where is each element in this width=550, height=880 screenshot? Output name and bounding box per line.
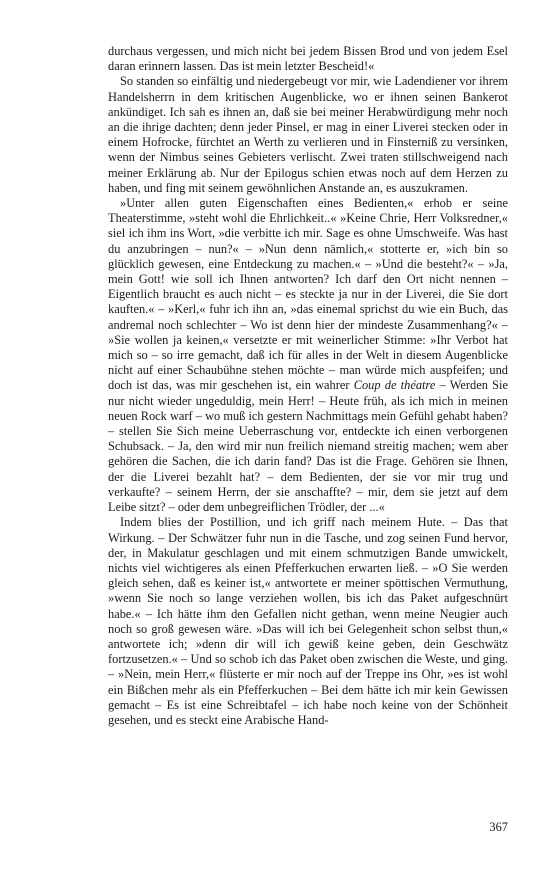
paragraph-3-italic-phrase: Coup de théatre [353,378,436,393]
paragraph-3-text-a: »Unter allen guten Eigenschaften eines Bedienten,« erhob er seine Theaterstimme, »steht wohl die Ehrlichkeit..« »Keine Chrie, Herr Volksredner,« siel ich ihm ins Wort, »die verbitte ich mir. Sage es ohne Umschweife. Was hast du anzubringen – nun?« – »Nun denn nämlich,« stotterte er, »ich bin so glücklich gewesen, eine Entdeckung zu machen.« – »Und die besteht?« – »Ja, mein Gott! wie soll ich Ihnen antworten? Ich darf den Ort nicht nennen – Eigentlich braucht es auch nicht – es steckte ja nur in der Liverei, die Sie dort kauften.« – »Kerl,« fuhr ich ihn an, »das einemal sprichst du wie ein Buch, das andremal noch schlechter – Wo ist denn hier der mindeste Zusammenhang?« – »Sie wollen ja keinen,« versetzte er mit weinerlicher Stimme: »Ihr Verbot hat mich so – so irre gemacht, daß ich für alles in der Welt in diesem Augenblicke nicht auf einer Schaubühne stehen möchte – man würde mich auspfeifen; und doch ist das, was mir geschehen ist, ein wahrer [108,196,508,393]
page-number: 367 [489,820,508,834]
paragraph-2 [108,74,508,196]
paragraph-2-text: So standen so einfältig und niedergebeugt vor mir, wie Ladendiener vor ihrem Handelsherrn in dem kritischen Augenblicke, wo er ihnen seinen Bankerot ankündiget. Ich sah es ihnen an, daß sie bei meiner Herabwürdigung mehr noch an die ihrige dachten; denn jeder Pinsel, er mag in einer Liverei stecken oder in einem Hofrocke, fürchtet an Werth zu verlieren und in Finsterniß zu versinken, wenn der Nimbus seines Gebieters verlischt. Zwei traten stillschweigend nach meiner Erklärung ab. Nur der Epilogus schien etwas noch auf dem Herzen zu haben, und fing mit seinem gewöhnlichen Anstande an, es auszukramen. [108,74,508,195]
paragraph-1 [108,44,508,74]
page-body-text [108,44,508,728]
paragraph-3-text-b: – Werden Sie nur nicht wieder ungeduldig, mein Herr! – Heute früh, als ich mich in meinen neuen Rock warf – wo muß ich gestern Nachmittags mein Gefühl gehabt haben? – stellen Sie Sich meine Ueberraschung vor, entdeckte ich einen verborgenen Schubsack. – Ja, den wird mir nun freilich niemand streitig machen; wem aber gehören die Sachen, die ich darin fand? Das ist die Frage. Gehören sie Ihnen, der die Liverei bezahlt hat? – dem Bedienten, der sie vor mir trug und verkaufte? – seinem Herrn, der sie anschaffte? – mir, dem sie jetzt auf dem Leibe sitzt? – oder dem unbegreiflichen Trödler, der ...« [108,378,508,515]
paragraph-4 [108,515,508,728]
paragraph-1-text: durchaus vergessen, und mich nicht bei jedem Bissen Brod und von jedem Esel daran erinnern lassen. Das ist mein letzter Bescheid!« [108,44,508,74]
paragraph-3 [108,196,508,515]
paragraph-4-text: Indem blies der Postillion, und ich griff nach meinem Hute. – Das that Wirkung. – Der Schwätzer fuhr nun in die Tasche, und zog seinen Fund hervor, der, in Makulatur geschlagen und mit einem schmutzigen Bande umwickelt, nichts viel wichtigeres als einen Pfefferkuchen erwarten ließ. – »O Sie werden gleich sehen, daß es keiner ist,« antwortete er meiner spöttischen Vermuthung, »wenn Sie noch so lange verziehen wollen, bis ich das Paket aufgeschnürt habe.« – Ich hätte ihm den Gefallen nicht gethan, wenn meine Neugier auch noch so groß gewesen wäre. »Das will ich bei Gelegenheit schon selbst thun,« antwortete ich; »denn dir will ich gewiß keine geben, dein Geschwätz fortzusetzen.« – Und so schob ich das Paket oben zwischen die Weste, und ging. – »Nein, mein Herr,« flüsterte er mir noch auf der Treppe ins Ohr, »es ist wohl ein Bißchen mehr als ein Pfefferkuchen – Bei dem hätte ich mir kein Gewissen gemacht – Es ist eine Schreibtafel – ich habe noch keine von der Schönheit gesehen, und es steckt eine Arabische Hand- [108,515,508,727]
